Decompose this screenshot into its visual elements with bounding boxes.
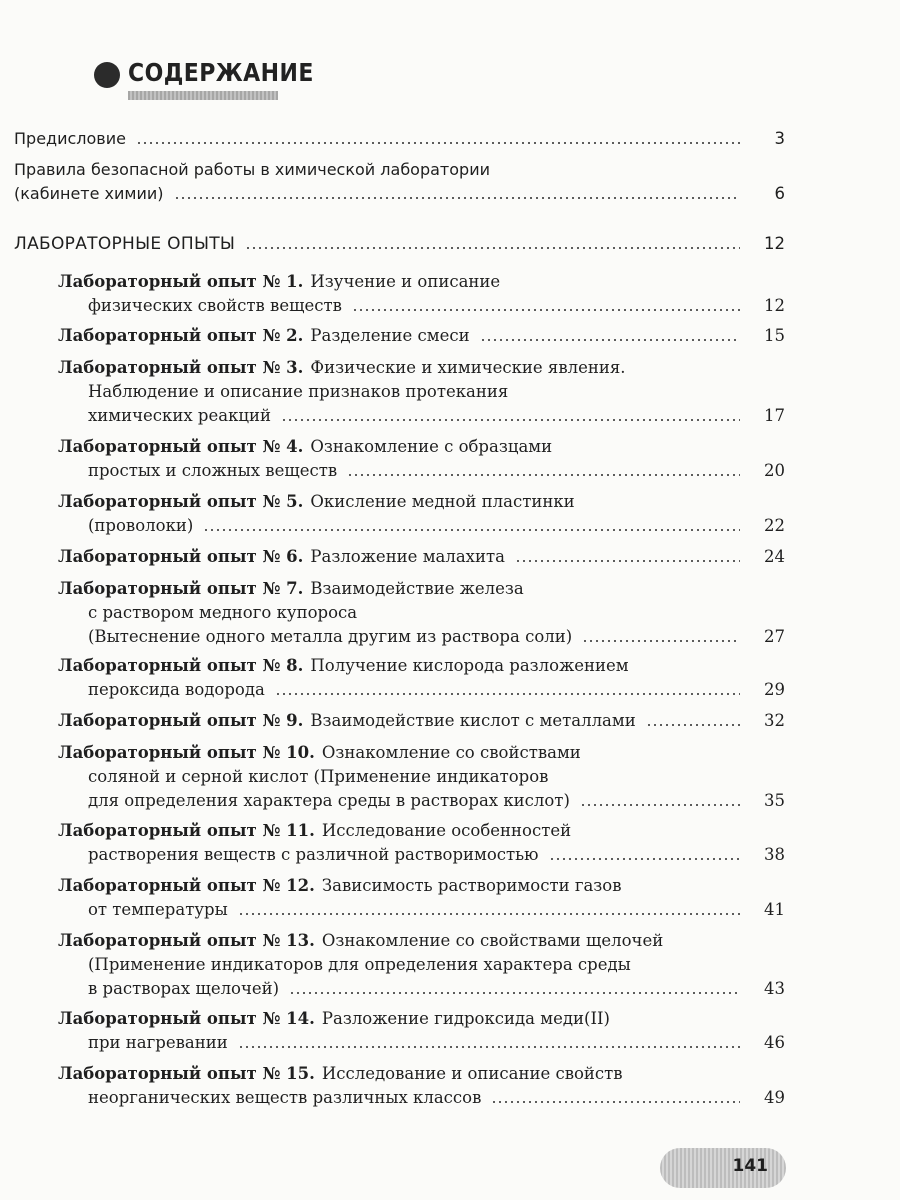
dot-leader <box>549 858 740 860</box>
experiment-label: Лабораторный опыт № 8. <box>58 656 304 675</box>
experiment-label: Лабораторный опыт № 13. <box>58 931 315 950</box>
experiment-label: Лабораторный опыт № 1. <box>58 272 304 291</box>
experiment-title: от температуры <box>88 900 228 919</box>
page-ref: 12 <box>764 234 785 253</box>
dot-leader <box>203 529 740 531</box>
experiment-title: простых и сложных веществ <box>88 461 338 480</box>
experiment-title: Разложение малахита <box>310 547 505 566</box>
experiment-title: Наблюдение и описание признаков протекания <box>88 382 509 401</box>
page-ref: 32 <box>764 711 785 730</box>
experiment-title: (Применение индикаторов для определения характера среды <box>88 955 631 974</box>
page-ref: 43 <box>764 979 785 998</box>
experiment-title: Ознакомление со свойствами щелочей <box>321 931 664 950</box>
experiment-label: Лабораторный опыт № 14. <box>58 1009 315 1028</box>
experiment-title: растворения веществ с различной растворимостью <box>88 845 539 864</box>
page-number-tab <box>660 1148 786 1188</box>
experiment-title: химических реакций <box>88 406 271 425</box>
page-ref: 22 <box>764 516 785 535</box>
dot-leader <box>582 640 740 642</box>
experiment-title: физических свойств веществ <box>88 296 342 315</box>
experiment-title: Ознакомление со свойствами <box>321 743 581 762</box>
experiment-label: Лабораторный опыт № 12. <box>58 876 315 895</box>
experiment-title: для определения характера среды в растворах кислот) <box>88 791 570 810</box>
page-ref: 49 <box>764 1088 785 1107</box>
experiment-label: Лабораторный опыт № 7. <box>58 579 304 598</box>
experiment-label: Лабораторный опыт № 4. <box>58 437 304 456</box>
dot-leader <box>491 1101 740 1103</box>
page-ref: 20 <box>764 461 785 480</box>
experiment-title: в растворах щелочей) <box>88 979 280 998</box>
page-ref: 12 <box>764 296 785 315</box>
page-ref: 3 <box>774 129 785 148</box>
experiment-title: Исследование и описание свойств <box>321 1064 623 1083</box>
experiment-label: Лабораторный опыт № 10. <box>58 743 315 762</box>
experiment-title: при нагревании <box>88 1033 228 1052</box>
experiment-title: Получение кислорода разложением <box>310 656 629 675</box>
dot-leader <box>347 474 740 476</box>
experiment-label: Лабораторный опыт № 9. <box>58 711 304 730</box>
dot-leader <box>136 142 740 144</box>
experiment-label: Лабораторный опыт № 11. <box>58 821 315 840</box>
page-ref: 29 <box>764 680 785 699</box>
experiment-title: Разделение смеси <box>310 326 470 345</box>
experiment-title: Ознакомление с образцами <box>310 437 553 456</box>
page-ref: 24 <box>764 547 785 566</box>
experiment-label: Лабораторный опыт № 6. <box>58 547 304 566</box>
experiment-title: с раствором медного купороса <box>88 603 358 622</box>
experiment-title: неорганических веществ различных классов <box>88 1088 482 1107</box>
experiment-title: Исследование особенностей <box>321 821 572 840</box>
section-title: ЛАБОРАТОРНЫЕ ОПЫТЫ <box>14 234 236 254</box>
dot-leader <box>238 913 740 915</box>
experiment-title: (проволоки) <box>88 516 194 535</box>
experiment-title: Взаимодействие кислот с металлами <box>310 711 636 730</box>
experiment-title: соляной и серной кислот (Применение индикаторов <box>88 767 549 786</box>
page-ref: 41 <box>764 900 785 919</box>
title-underline <box>128 91 278 100</box>
experiment-label: Лабораторный опыт № 5. <box>58 492 304 511</box>
experiment-label: Лабораторный опыт № 15. <box>58 1064 315 1083</box>
experiment-title: Разложение гидроксида меди(II) <box>321 1009 610 1028</box>
bullet-icon <box>94 62 120 88</box>
entry-text: Предисловие <box>14 129 126 148</box>
experiment-title: Окисление медной пластинки <box>310 492 575 511</box>
experiment-title: Зависимость растворимости газов <box>321 876 622 895</box>
dot-leader <box>289 992 740 994</box>
page-number: 141 <box>732 1156 768 1176</box>
dot-leader <box>245 247 740 249</box>
dot-leader <box>480 339 740 341</box>
page-ref: 27 <box>764 627 785 646</box>
page-ref: 38 <box>764 845 785 864</box>
dot-leader <box>352 309 740 311</box>
page-ref: 35 <box>764 791 785 810</box>
dot-leader <box>275 693 740 695</box>
entry-text: (кабинете химии) <box>14 184 164 203</box>
page-ref: 15 <box>764 326 785 345</box>
dot-leader <box>281 419 740 421</box>
entry-text: Правила безопасной работы в химической лаборатории <box>14 160 490 179</box>
experiment-title: Изучение и описание <box>310 272 501 291</box>
dot-leader <box>515 560 740 562</box>
dot-leader <box>174 197 740 199</box>
experiment-title: Физические и химические явления. <box>310 358 626 377</box>
experiment-title: Взаимодействие железа <box>310 579 524 598</box>
page-ref: 46 <box>764 1033 785 1052</box>
experiment-label: Лабораторный опыт № 2. <box>58 326 304 345</box>
page-ref: 6 <box>774 184 785 203</box>
page-title: СОДЕРЖАНИЕ <box>128 58 314 87</box>
experiment-label: Лабораторный опыт № 3. <box>58 358 304 377</box>
dot-leader <box>238 1046 740 1048</box>
dot-leader <box>580 804 740 806</box>
experiment-title: (Вытеснение одного металла другим из раствора соли) <box>88 627 573 646</box>
experiment-title: пероксида водорода <box>88 680 265 699</box>
page-ref: 17 <box>764 406 785 425</box>
dot-leader <box>646 724 740 726</box>
